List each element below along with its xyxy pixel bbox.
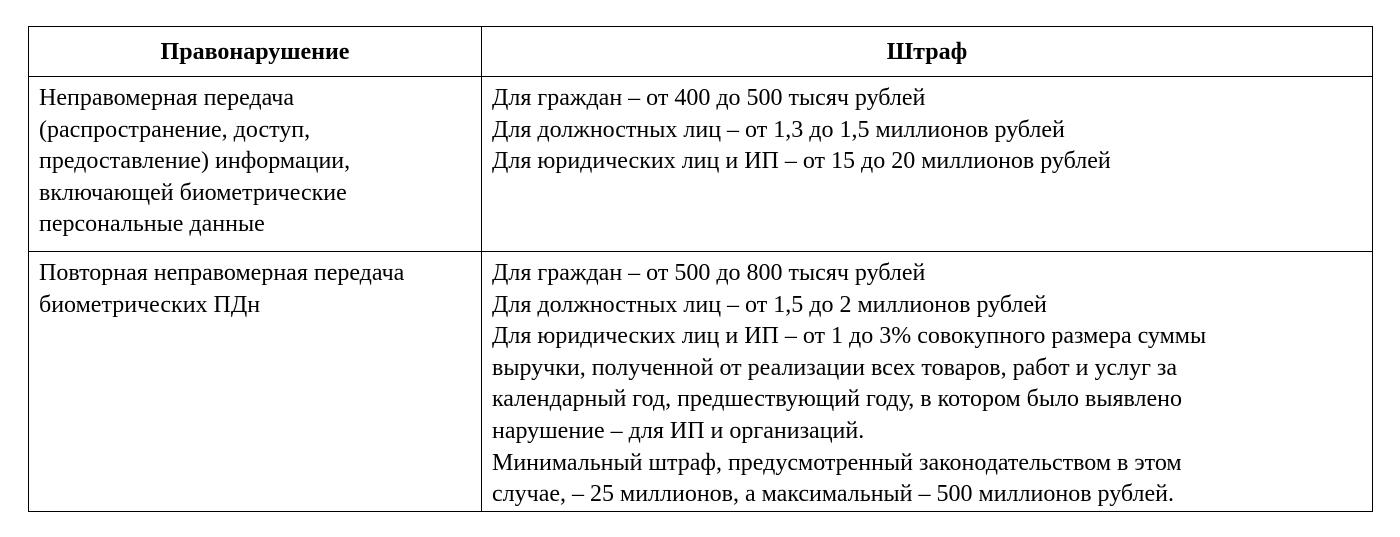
offense-line: Неправомерная передача bbox=[39, 85, 295, 111]
offense-line: персональные данные bbox=[39, 211, 265, 238]
fine-line: Для граждан – от 500 до 800 тысяч рублей bbox=[492, 260, 926, 286]
offense-cell bbox=[29, 77, 482, 252]
fine-line: Для должностных лиц – от 1,5 до 2 миллионов рублей bbox=[492, 291, 1047, 318]
fine-line: Для юридических лиц и ИП – от 1 до 3% совокупного размера суммы bbox=[492, 323, 1207, 350]
fines-table bbox=[28, 26, 1373, 512]
fine-line: календарный год, предшествующий году, в котором было выявлено bbox=[492, 386, 1182, 413]
fine-line: Для должностных лиц – от 1,3 до 1,5 миллионов рублей bbox=[492, 116, 1065, 143]
table-row bbox=[29, 77, 1373, 252]
fine-line: Минимальный штраф, предусмотренный законодательством в этом bbox=[492, 449, 1182, 476]
table-header-row bbox=[29, 27, 1373, 77]
offense-cell bbox=[29, 252, 482, 512]
column-header-fine: Штраф bbox=[482, 27, 1373, 77]
offense-line: Повторная неправомерная передача bbox=[39, 260, 405, 286]
offense-line: (распространение, доступ, bbox=[39, 116, 311, 143]
offense-line: включающей биометрические bbox=[39, 179, 347, 206]
fine-cell bbox=[482, 252, 1373, 512]
fine-line: Для юридических лиц и ИП – от 15 до 20 миллионов рублей bbox=[492, 148, 1111, 175]
fine-cell bbox=[482, 77, 1373, 252]
table-row bbox=[29, 252, 1373, 512]
fine-line: Для граждан – от 400 до 500 тысяч рублей bbox=[492, 85, 926, 111]
fine-line: нарушение – для ИП и организаций. bbox=[492, 417, 865, 444]
fine-line: случае, – 25 миллионов, а максимальный – 500 миллионов рублей. bbox=[492, 481, 1174, 508]
offense-line: биометрических ПДн bbox=[39, 291, 261, 318]
fine-line: выручки, полученной от реализации всех товаров, работ и услуг за bbox=[492, 354, 1178, 381]
offense-line: предоставление) информации, bbox=[39, 148, 351, 175]
column-header-offense: Правонарушение bbox=[29, 27, 482, 77]
